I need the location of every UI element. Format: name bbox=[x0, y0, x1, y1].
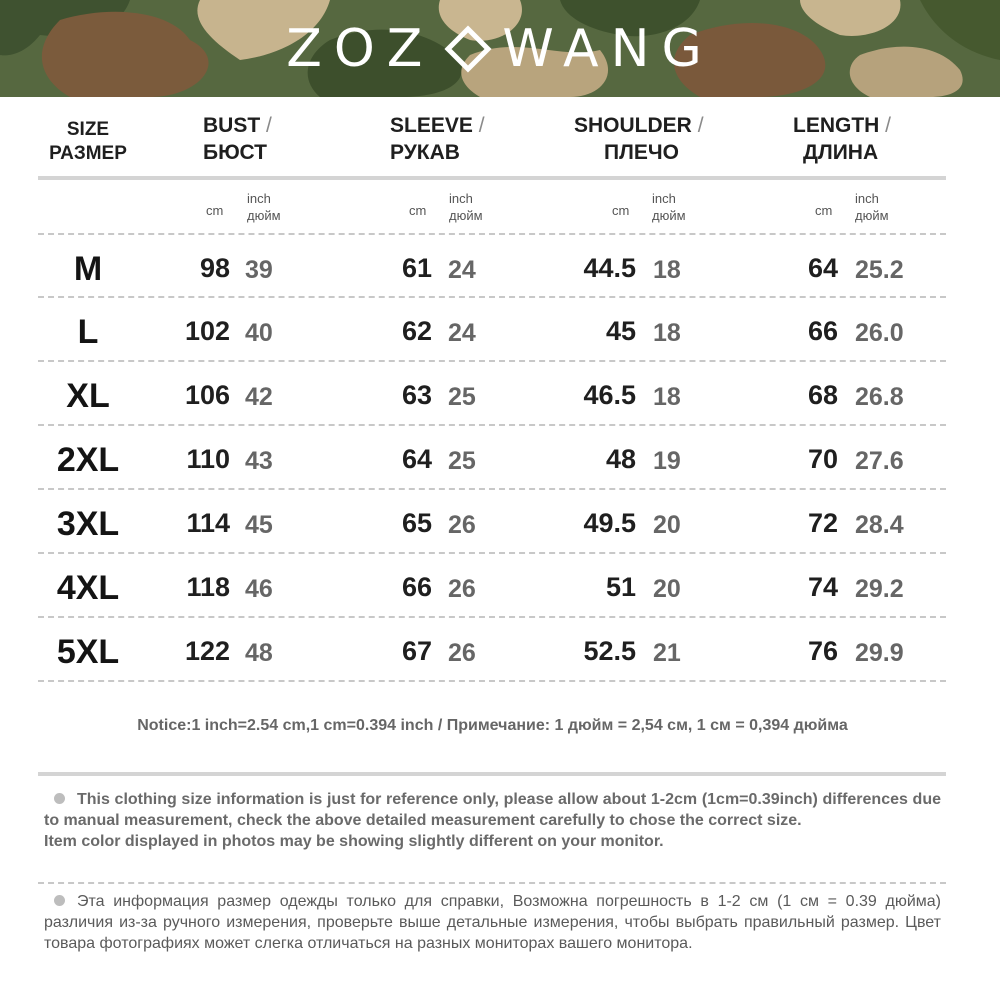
shoulder-inch: 20 bbox=[653, 575, 681, 603]
length-cm: 72 bbox=[807, 508, 838, 538]
row-divider bbox=[38, 552, 946, 554]
header-size: SIZE РАЗМЕР bbox=[49, 119, 127, 164]
bust-cm: 106 bbox=[184, 380, 230, 410]
length-cm: 70 bbox=[807, 444, 838, 474]
length-cm: 64 bbox=[807, 253, 838, 283]
bust-cm: 118 bbox=[186, 572, 230, 602]
sleeve-cm: 63 bbox=[401, 380, 432, 410]
sleeve-inch: 24 bbox=[448, 256, 476, 284]
bust-cm: 110 bbox=[186, 444, 230, 474]
row-divider bbox=[38, 360, 946, 362]
shoulder-inch: 19 bbox=[653, 447, 681, 475]
shoulder-cm: 51 bbox=[605, 572, 636, 602]
bust-inch: 39 bbox=[245, 256, 273, 284]
sleeve-inch: 26 bbox=[448, 575, 476, 603]
length-inch: 27.6 bbox=[855, 447, 904, 475]
shoulder-cm: 49.5 bbox=[583, 508, 636, 538]
length-inch: 26.8 bbox=[855, 383, 904, 411]
size-label: 5XL bbox=[56, 633, 120, 671]
row-divider bbox=[38, 233, 946, 235]
conversion-notice: Notice:1 inch=2.54 cm,1 cm=0.394 inch / Примечание: 1 дюйм = 2,54 см, 1 см = 0,394 дюйма bbox=[137, 717, 848, 734]
shoulder-inch: 20 bbox=[653, 511, 681, 539]
sleeve-cm: 66 bbox=[401, 572, 432, 602]
length-cm: 66 bbox=[807, 316, 838, 346]
brand-banner bbox=[0, 0, 1000, 97]
sleeve-inch: 25 bbox=[448, 447, 476, 475]
shoulder-cm: 46.5 bbox=[583, 380, 636, 410]
length-cm: 74 bbox=[807, 572, 838, 602]
shoulder-cm: 52.5 bbox=[583, 636, 636, 666]
sleeve-inch: 26 bbox=[448, 639, 476, 667]
shoulder-inch: 18 bbox=[653, 383, 681, 411]
size-label: L bbox=[77, 313, 99, 351]
sleeve-inch: 26 bbox=[448, 511, 476, 539]
length-cm: 68 bbox=[807, 380, 838, 410]
sleeve-cm: 61 bbox=[401, 253, 432, 283]
header-length: LENGTH / ДЛИНА bbox=[793, 114, 892, 164]
sleeve-cm: 67 bbox=[401, 636, 432, 666]
length-inch: 28.4 bbox=[855, 511, 904, 539]
brand-logo bbox=[0, 0, 1000, 97]
size-label: M bbox=[73, 250, 103, 288]
row-divider bbox=[38, 296, 946, 298]
bullet-icon bbox=[54, 793, 65, 804]
bust-inch: 48 bbox=[245, 639, 273, 667]
sleeve-cm: 64 bbox=[401, 444, 432, 474]
length-inch: 25.2 bbox=[855, 256, 904, 284]
bust-cm: 122 bbox=[184, 636, 230, 666]
shoulder-cm: 45 bbox=[605, 316, 636, 346]
size-label: 3XL bbox=[56, 505, 120, 543]
length-cm: 76 bbox=[807, 636, 838, 666]
bullet-icon bbox=[54, 895, 65, 906]
bust-cm: 102 bbox=[184, 316, 230, 346]
length-inch: 29.9 bbox=[855, 639, 904, 667]
disclaimer-russian: Эта информация размер одежды только для справки, Возможна погрешность в 1-2 см (1 см = 0.39 дюйма) различия из-за ручного измерения, проверьте выше детальные измерения, чтобы выбрать правильный размер. Цвет товара фотографиях может слегка отличаться на разных мониторах вашего монитора. bbox=[44, 893, 941, 952]
header-divider bbox=[38, 176, 946, 180]
header-bust: BUST / БЮСТ bbox=[203, 114, 272, 164]
row-divider bbox=[38, 424, 946, 426]
bust-inch: 43 bbox=[245, 447, 273, 475]
brand-name-left: ZOZ bbox=[286, 18, 435, 79]
brand-name-right: WANG bbox=[502, 18, 714, 79]
header-shoulder: SHOULDER / ПЛЕЧО bbox=[574, 114, 704, 164]
bust-inch: 45 bbox=[245, 511, 273, 539]
disclaimer-english: This clothing size information is just for reference only, please allow about 1-2cm (1cm=0.39inch) differences due to manual measurement, check the above detailed measurement carefully to chose the correct size. Item color displayed in photos may be showing slightly different on your monitor. bbox=[44, 791, 941, 850]
bust-cm: 114 bbox=[186, 508, 230, 538]
bust-cm: 98 bbox=[199, 253, 230, 283]
shoulder-cm: 44.5 bbox=[583, 253, 636, 283]
row-divider bbox=[38, 616, 946, 618]
row-divider bbox=[38, 680, 946, 682]
sleeve-inch: 24 bbox=[448, 319, 476, 347]
sleeve-cm: 62 bbox=[401, 316, 432, 346]
sleeve-inch: 25 bbox=[448, 383, 476, 411]
shoulder-inch: 18 bbox=[653, 319, 681, 347]
bust-inch: 40 bbox=[245, 319, 273, 347]
size-label: 4XL bbox=[56, 569, 120, 607]
shoulder-cm: 48 bbox=[605, 444, 636, 474]
size-label: 2XL bbox=[56, 441, 120, 479]
sleeve-cm: 65 bbox=[401, 508, 432, 538]
length-inch: 29.2 bbox=[855, 575, 904, 603]
header-sleeve: SLEEVE / РУКАВ bbox=[390, 114, 485, 164]
diamond-icon bbox=[444, 25, 492, 73]
disclaimer-divider bbox=[38, 882, 946, 884]
shoulder-inch: 21 bbox=[653, 639, 681, 667]
bust-inch: 42 bbox=[245, 383, 273, 411]
notice-divider bbox=[38, 772, 946, 776]
length-inch: 26.0 bbox=[855, 319, 904, 347]
size-label: XL bbox=[66, 377, 110, 415]
row-divider bbox=[38, 488, 946, 490]
shoulder-inch: 18 bbox=[653, 256, 681, 284]
bust-inch: 46 bbox=[245, 575, 273, 603]
